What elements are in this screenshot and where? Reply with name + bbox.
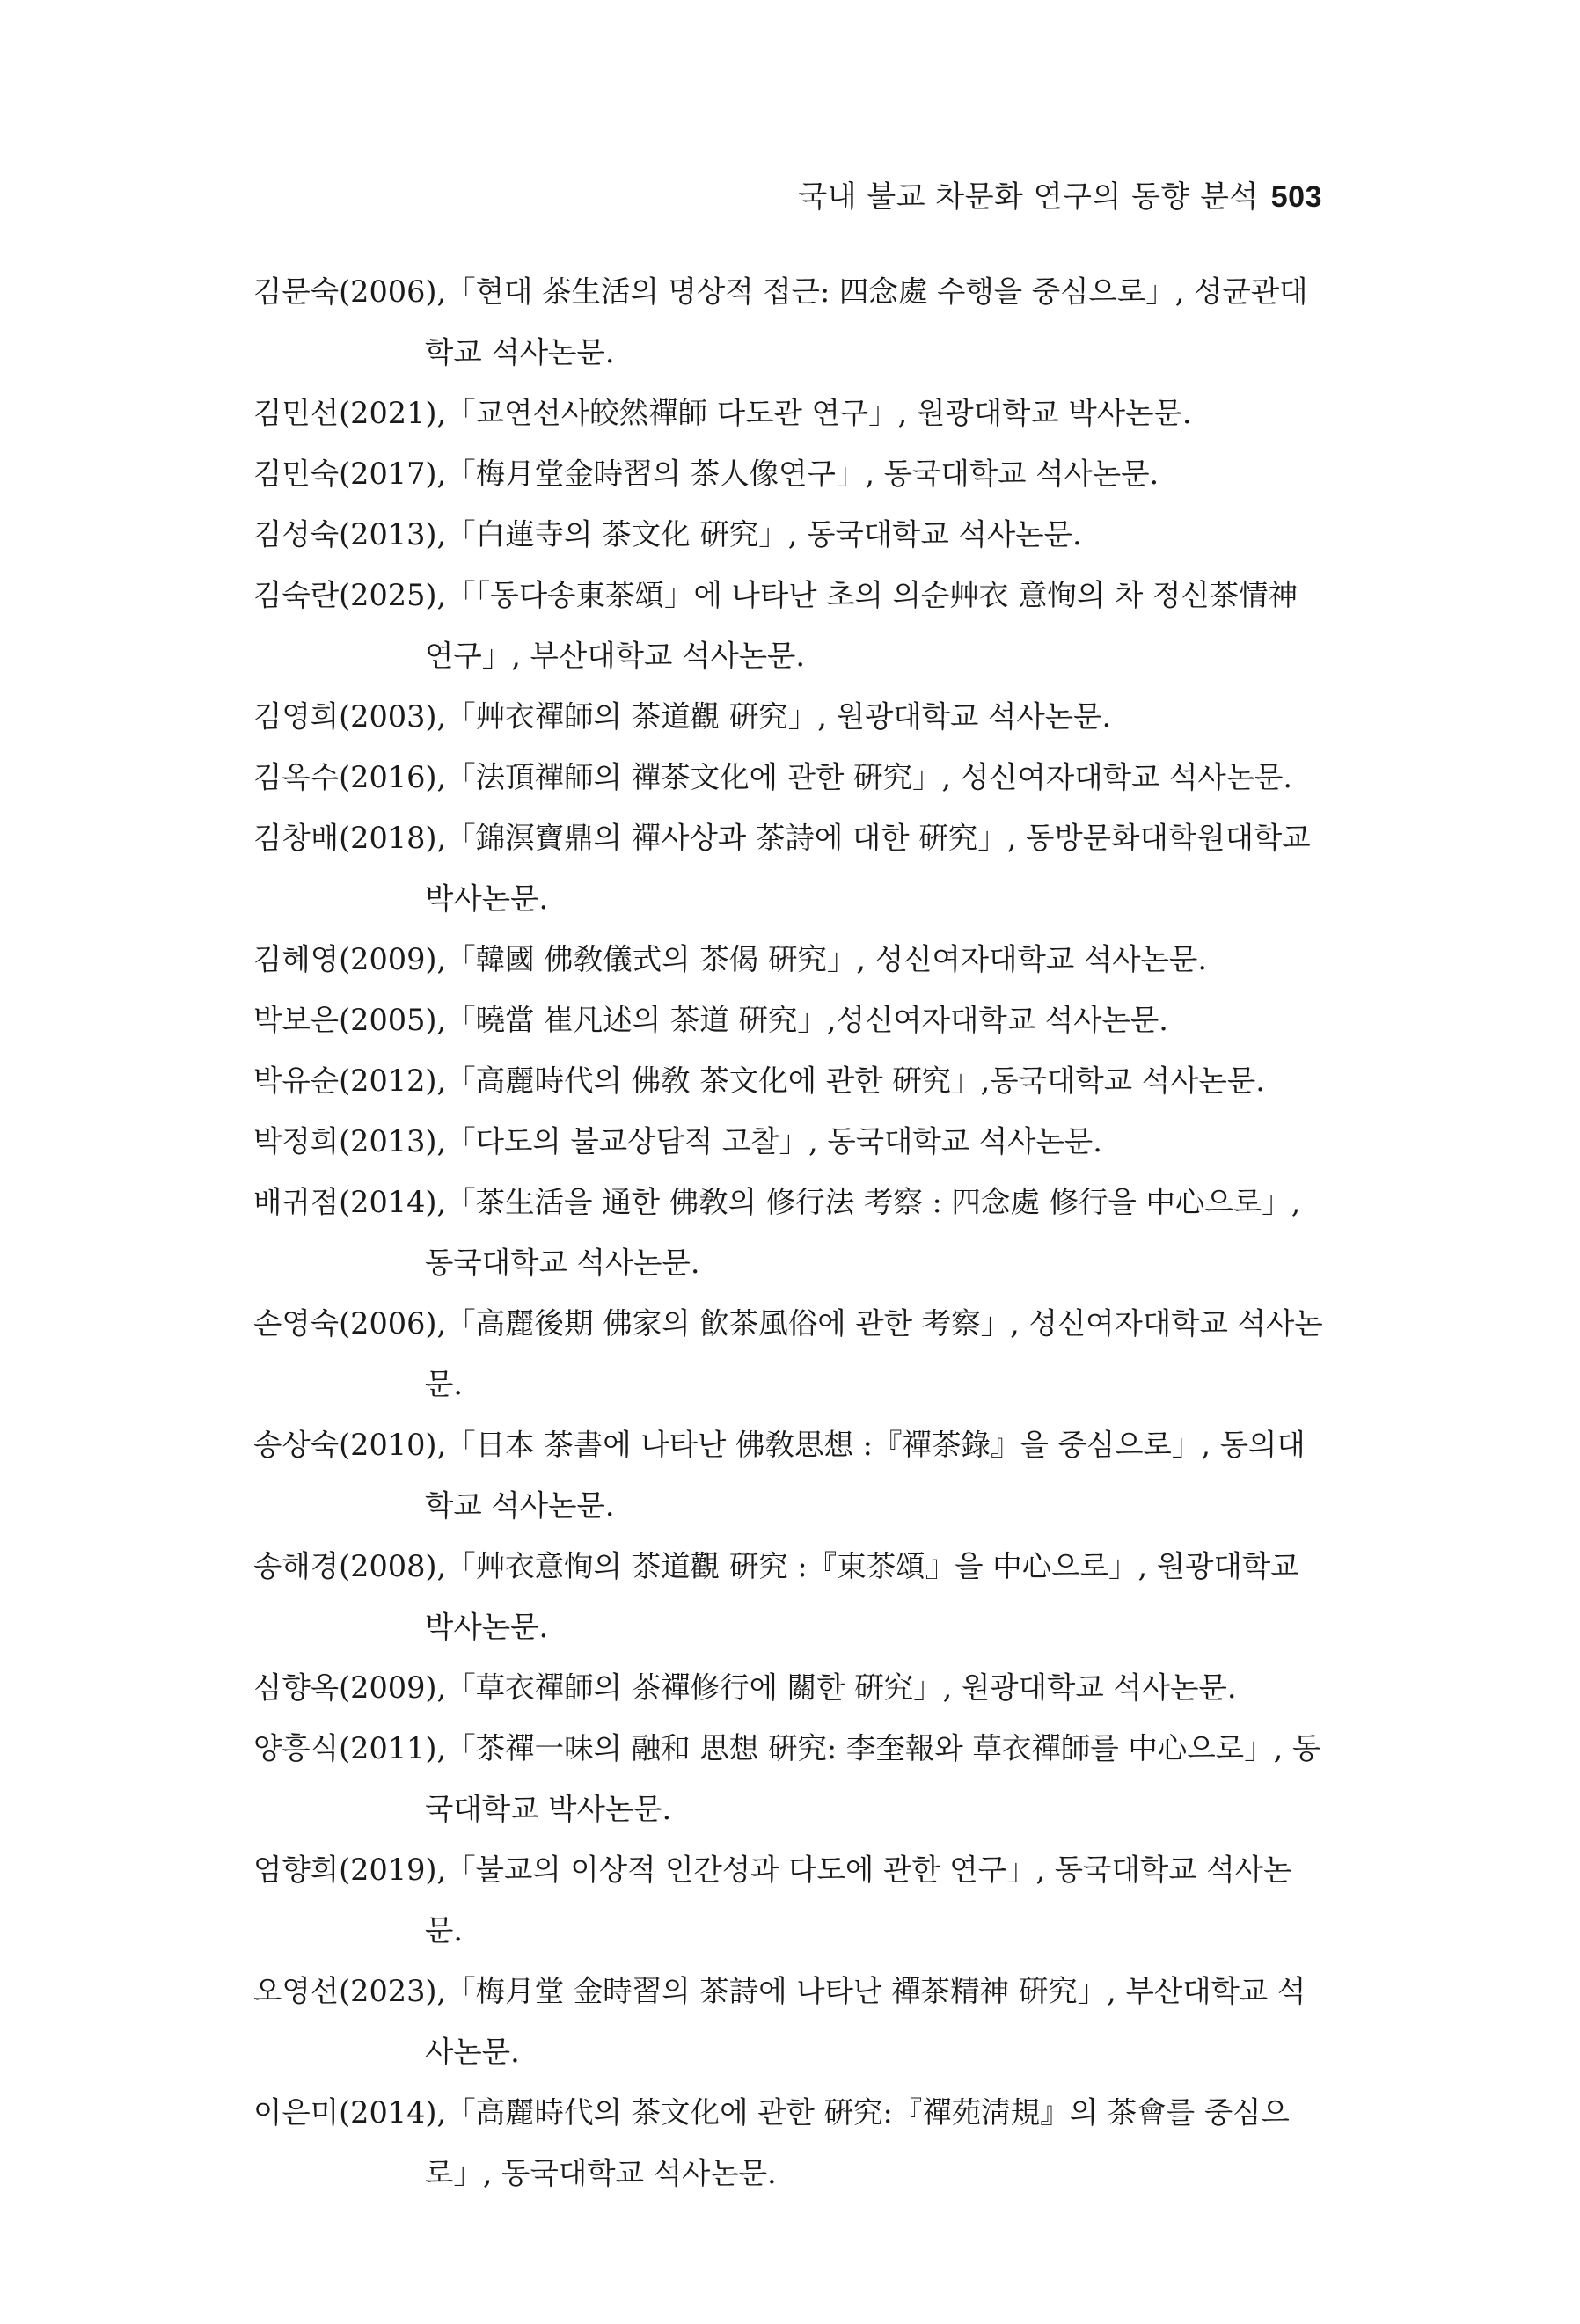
- reference-entry: 손영숙(2006),「高麗後期 佛家의 飮茶風俗에 관한 考察」, 성신여자대학교 석사논문.: [253, 1306, 1323, 1401]
- reference-entry: 김민선(2021),「교연선사皎然禪師 다도관 연구」, 원광대학교 박사논문.: [253, 396, 1192, 430]
- page-number: 503: [1270, 180, 1322, 214]
- reference-entry: 이은미(2014),「高麗時代의 茶文化에 관한 硏究:『禪苑淸規』의 茶會를 중심으로」, 동국대학교 석사논문.: [253, 2095, 1290, 2190]
- reference-entry: 박보은(2005),「曉當 崔凡述의 茶道 硏究」,성신여자대학교 석사논문.: [253, 1003, 1168, 1037]
- reference-entry: 양흥식(2011),「茶禪一味의 融和 思想 硏究: 李奎報와 草衣禪師를 中心으로」, 동국대학교 박사논문.: [253, 1731, 1321, 1826]
- reference-entry: 김성숙(2013),「白蓮寺의 茶文化 硏究」, 동국대학교 석사논문.: [253, 517, 1082, 552]
- reference-entry: 김숙란(2025),「「동다송東茶頌」에 나타난 초의 의순艸衣 意恂의 차 정신茶情神 연구」, 부산대학교 석사논문.: [253, 578, 1298, 673]
- reference-entry: 김문숙(2006),「현대 茶生活의 명상적 접근: 四念處 수행을 중심으로」, 성균관대학교 석사논문.: [253, 274, 1308, 369]
- running-title: 국내 불교 차문화 연구의 동향 분석: [798, 179, 1259, 215]
- reference-entry: 김창배(2018),「錦溟寶鼎의 禪사상과 茶詩에 대한 硏究」, 동방문화대학원대학교 박사논문.: [253, 821, 1311, 916]
- reference-entry: 김민숙(2017),「梅月堂金時習의 茶人像연구」, 동국대학교 석사논문.: [253, 457, 1159, 491]
- reference-entry: 김옥수(2016),「法頂禪師의 禪茶文化에 관한 硏究」, 성신여자대학교 석사논문.: [253, 760, 1293, 794]
- reference-entry: 심향옥(2009),「草衣禪師의 茶禪修行에 關한 硏究」, 원광대학교 석사논문.: [253, 1670, 1237, 1705]
- running-header: [798, 172, 1322, 216]
- reference-entry: 박정희(2013),「다도의 불교상담적 고찰」, 동국대학교 석사논문.: [253, 1124, 1102, 1158]
- reference-entry: 송해경(2008),「艸衣意恂의 茶道觀 硏究 :『東茶頌』을 中心으로」, 원광대학교 박사논문.: [253, 1549, 1299, 1644]
- reference-entry: 엄향희(2019),「불교의 이상적 인간성과 다도에 관한 연구」, 동국대학교 석사논문.: [253, 1853, 1292, 1948]
- reference-entry: 김혜영(2009),「韓國 佛敎儀式의 茶偈 硏究」, 성신여자대학교 석사논문.: [253, 942, 1207, 976]
- reference-entry: 송상숙(2010),「日本 茶書에 나타난 佛敎思想 :『禪茶錄』을 중심으로」, 동의대학교 석사논문.: [253, 1428, 1306, 1523]
- reference-entry: 김영희(2003),「艸衣禪師의 茶道觀 硏究」, 원광대학교 석사논문.: [253, 699, 1112, 734]
- reference-entry: 배귀점(2014),「茶生活을 通한 佛敎의 修行法 考察 : 四念處 修行을 中心으로」, 동국대학교 석사논문.: [253, 1185, 1301, 1280]
- reference-list: [253, 261, 1327, 2203]
- reference-entry: 박유순(2012),「高麗時代의 佛敎 茶文化에 관한 硏究」,동국대학교 석사논문.: [253, 1063, 1265, 1098]
- reference-entry: 오영선(2023),「梅月堂 金時習의 茶詩에 나타난 禪茶精神 硏究」, 부산대학교 석사논문.: [253, 1974, 1306, 2069]
